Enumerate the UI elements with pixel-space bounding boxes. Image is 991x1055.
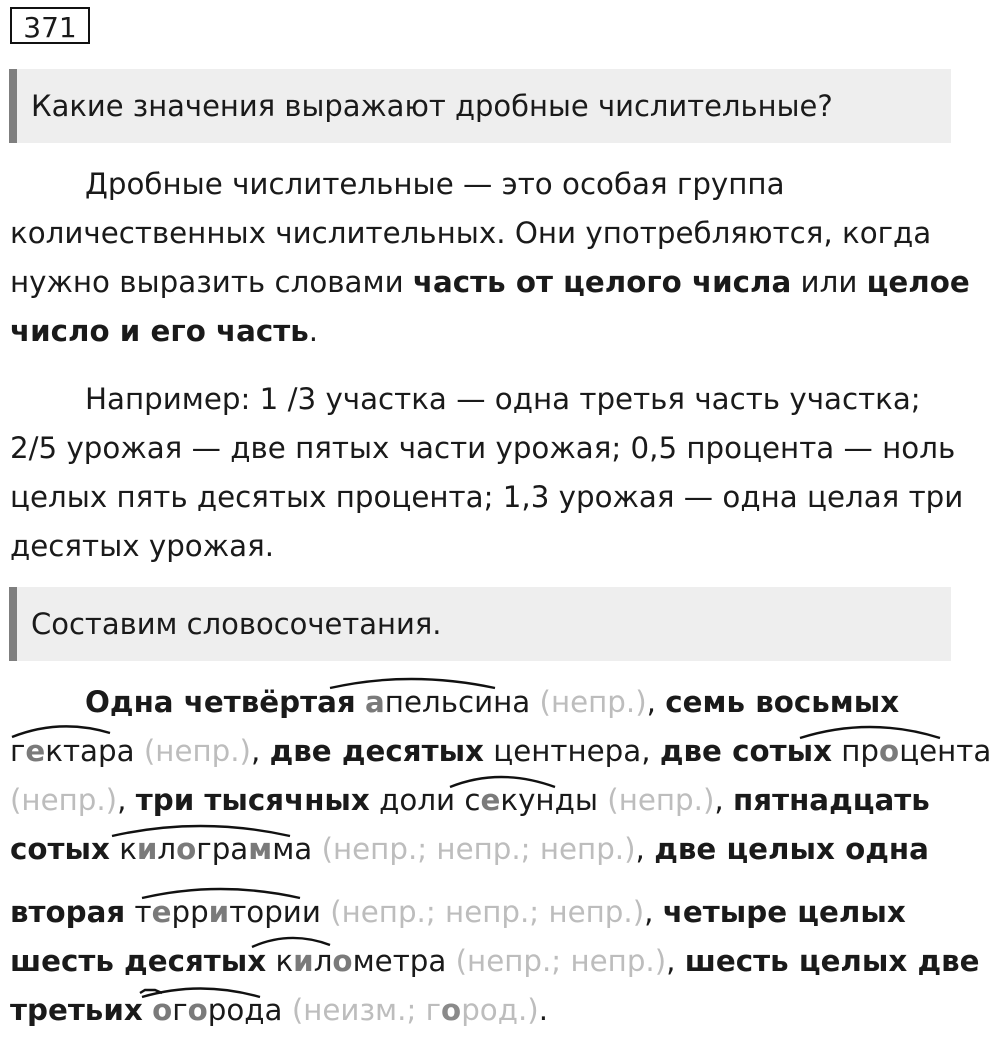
word: доли с [369,783,481,817]
stressed-vowel: и [208,895,230,929]
stressed-vowel: а [365,685,385,719]
answer-line: количественных числительных. Они употребляются, когда [10,216,932,250]
word: ма [272,832,313,866]
bold-numeral: третьих [10,993,143,1027]
word: рр [171,895,209,929]
word: кунды [500,783,598,817]
stressed-vowel: о [176,832,197,866]
spelling-note: (непр.) [530,685,647,719]
answer-bold: число и его часть [10,314,309,348]
word: к [109,832,137,866]
answer-line [10,307,950,356]
answer-bold: целое [866,265,970,299]
bold-numeral: Одна четвёртая [85,685,356,719]
spelling-note: (непр.; непр.; непр.) [312,832,636,866]
phrase-line [10,874,950,937]
punct: , [644,895,663,929]
punct: , [250,734,270,768]
word: к [266,944,294,978]
punct: , [117,783,136,817]
bold-numeral: две десятых [269,734,484,768]
example-line: десятых урожая. [10,529,275,563]
bold-numeral: четыре целых [662,895,906,929]
punct: , [714,783,734,817]
word: пельсина [384,685,531,719]
word: гра [196,832,249,866]
phrase-line [10,986,950,1035]
punct: , [635,832,655,866]
example-line: 2/5 урожая — две пятых части урожая; 0,5 процента — ноль [10,431,956,465]
stressed-vowel: и [293,944,314,978]
spelling-note: род.) [461,993,539,1027]
bold-numeral: семь восьмых [665,685,900,719]
phrases-paragraph [10,678,991,1035]
punct: . [538,993,549,1027]
phrase-line [10,727,991,776]
word [143,993,152,1027]
word: тории [229,895,321,929]
phrase-line [10,937,980,986]
task-heading: Составим словосочетания. [9,587,951,661]
answer-text: нужно выразить словами [10,265,413,299]
phrase-line [10,776,950,825]
stressed-vowel: м [248,832,273,866]
stressed-vowel: е [480,783,501,817]
phrase-line [10,825,950,874]
spelling-note: (непр.; непр.; непр.) [320,895,645,929]
word: цента [899,734,991,768]
example-line: Например: 1 /3 участка — одна третья часть участка; [85,382,921,416]
answer-text: . [308,314,319,348]
word: т [125,895,152,929]
word: л [157,832,177,866]
stressed-vowel: о [187,993,208,1027]
task-number: 371 [10,7,90,44]
word [356,685,365,719]
bold-numeral: шесть десятых [10,944,267,978]
spelling-note: (непр.) [10,783,118,817]
spelling-note: (непр.) [134,734,251,768]
answer-line [10,258,970,307]
spelling-note: (непр.) [597,783,715,817]
stressed-vowel: о [332,944,353,978]
answer-bold: часть от целого числа [412,265,792,299]
word: ктара [45,734,135,768]
punct: , [646,685,666,719]
phrase-line [10,678,950,727]
stressed-vowel: о [441,993,462,1027]
bold-numeral: вторая [10,895,126,929]
examples-paragraph [10,375,964,571]
stressed-vowel: и [136,832,158,866]
stressed-vowel: о [879,734,900,768]
stressed-vowel: е [25,734,46,768]
word: пр [831,734,880,768]
stressed-vowel: е [151,895,172,929]
answer-paragraph [10,160,970,356]
bold-numeral: три тысячных [135,783,370,817]
bold-numeral: пятнадцать [733,783,930,817]
question-heading: Какие значения выражают дробные числительные? [9,69,951,143]
answer-line: Дробные числительные — это особая группа [85,167,785,201]
bold-numeral: две сотых [659,734,832,768]
bold-numeral: сотых [10,832,110,866]
word: рода [207,993,283,1027]
answer-text: или [791,265,867,299]
bold-numeral: две целых одна [654,832,929,866]
word: метра [352,944,447,978]
spelling-note: (неизм.; г [282,993,442,1027]
punct: , [666,944,685,978]
bold-numeral: шесть целых две [684,944,980,978]
word: центнера, [483,734,660,768]
example-line: целых пять десятых процента; 1,3 урожая — одна целая три [10,480,964,514]
spelling-note: (непр.; непр.) [446,944,667,978]
word: г [10,734,26,768]
word: л [313,944,333,978]
stressed-vowel: о [152,993,173,1027]
word: г [172,993,188,1027]
